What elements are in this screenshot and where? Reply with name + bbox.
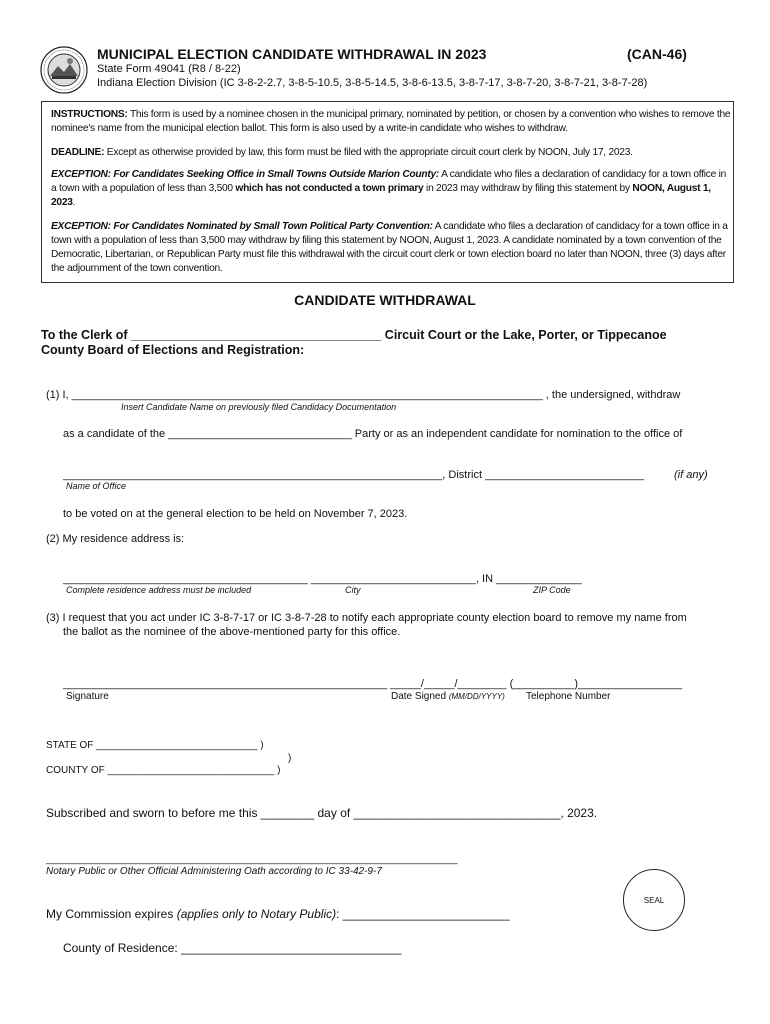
exception1-text-b: in 2023 may withdraw by filing this statement by [423,183,633,194]
candidate-name-field[interactable]: (1) I, _____________________________________________________________________________ , the undersigned, withdraw [46,389,681,401]
date-signed-caption [391,691,505,702]
deadline-text: Except as otherwise provided by law, this form must be filed with the appropriate circuit court clerk by NOON, July 17, 2023. [104,147,633,158]
commission-note: (applies only to Notary Public) [176,907,337,921]
phone-caption: Telephone Number [526,691,611,702]
date-signed-label: Date Signed [391,691,447,702]
office-caption: Name of Office [66,481,127,491]
commission-expires-field[interactable] [46,907,510,921]
instructions-paragraph [51,108,731,136]
candidate-name-caption: Insert Candidate Name on previously filed Candidacy Documentation [121,402,397,412]
election-division-citation: Indiana Election Division (IC 3-8-2-2.7, 3-8-5-10.5, 3-8-5-14.5, 3-8-6-13.5, 3-8-7-17, 3-8-7-20, 3-8-7-21, 3-8-7-28) [97,77,648,89]
state-form-number: State Form 49041 (R8 / 8-22) [97,63,241,75]
commission-label: My Commission expires [46,907,177,921]
instructions-text: This form is used by a nominee chosen in the municipal primary, nominated by petition, or chosen by a convention who wishes to remove the nominee's name from the municipal election ballot. This form is also used by a write-in candidate who wishes to withdraw. [51,109,731,134]
signature-date-phone-field[interactable]: _____________________________________________________ _____/_____/________ (__________)_________________ [63,678,683,690]
to-clerk-line[interactable]: To the Clerk of ____________________________________ Circuit Court or the Lake, Porter, or Tippecanoe [41,328,667,342]
form-title: MUNICIPAL ELECTION CANDIDATE WITHDRAWAL IN 2023 [97,46,487,62]
if-any-note: (if any) [674,469,708,481]
county-of-field[interactable]: COUNTY OF ______________________________ ) [46,765,281,776]
residence-address-field[interactable]: ________________________________________ ___________________________, IN ______________ [63,573,582,585]
exception1-label: EXCEPTION: For Candidates Seeking Office in Small Towns Outside Marion County: [51,169,440,180]
request-text-line1: (3) I request that you act under IC 3-8-7-17 or IC 3-8-7-28 to notify each appropriate county election board to remove my name from [46,612,687,624]
exception2-paragraph [51,220,731,276]
deadline-label: DEADLINE: [51,147,105,158]
exception2-text: A candidate who files a declaration of candidacy for a town office in a town with a population of less than 3,500 may withdraw by filing this statement by NOON, August 1, 2023. A candidate nominated by a town convention of the Democratic, Libertarian, or Republican Party must file this withdrawal with the circuit court clerk or town election board no later than NOON, three (3) days after the adjournment of the town convention. [51,221,728,274]
instructions-label: INSTRUCTIONS: [51,109,128,120]
commission-blank: : _________________________ [336,907,510,921]
seal-label: SEAL [643,895,665,905]
exception1-paragraph [51,168,731,210]
to-clerk-line2: County Board of Elections and Registration: [41,343,305,357]
state-of-field[interactable]: STATE OF _____________________________ ) [46,740,264,751]
party-field[interactable]: as a candidate of the ______________________________ Party or as an independent candidate for nomination to the office of [63,428,683,440]
section-title: CANDIDATE WITHDRAWAL [294,292,476,308]
election-date-text: to be voted on at the general election to be held on November 7, 2023. [63,508,408,520]
exception2-label: EXCEPTION: For Candidates Nominated by Small Town Political Party Convention: [51,221,433,232]
residence-label: (2) My residence address is: [46,533,185,545]
venue-paren: ) [288,753,292,764]
state-seal-logo [40,46,88,94]
exception1-date: NOON, August 1, 2023 [51,183,711,208]
zip-caption: ZIP Code [533,585,571,595]
deadline-paragraph [51,146,731,160]
notary-seal-circle [623,869,685,931]
notary-caption: Notary Public or Other Official Administering Oath according to IC 33-42-9-7 [46,866,382,877]
exception1-text-a: A candidate who files a declaration of candidacy for a town office in a town with a population of less than 3,500 [51,169,727,194]
city-caption: City [345,585,361,595]
notary-signature-line[interactable]: __________________________________________________________________________ [46,854,458,865]
address-caption: Complete residence address must be included [66,585,252,595]
date-format-label: (MM/DD/YYYY) [448,692,505,701]
county-of-residence-field[interactable]: County of Residence: _________________________________ [63,941,402,955]
form-code: (CAN-46) [627,46,687,62]
request-text-line2: the ballot as the nominee of the above-mentioned party for this office. [63,626,401,638]
subscribed-sworn-field[interactable]: Subscribed and sworn to before me this ________ day of _______________________________, 2023. [46,806,598,820]
exception1-end: . [72,197,76,208]
exception1-bold: which has not conducted a town primary [235,183,424,194]
signature-caption: Signature [66,691,109,702]
instructions-box [41,101,734,283]
office-district-field[interactable]: ______________________________________________________________, District __________________________ [63,469,645,481]
